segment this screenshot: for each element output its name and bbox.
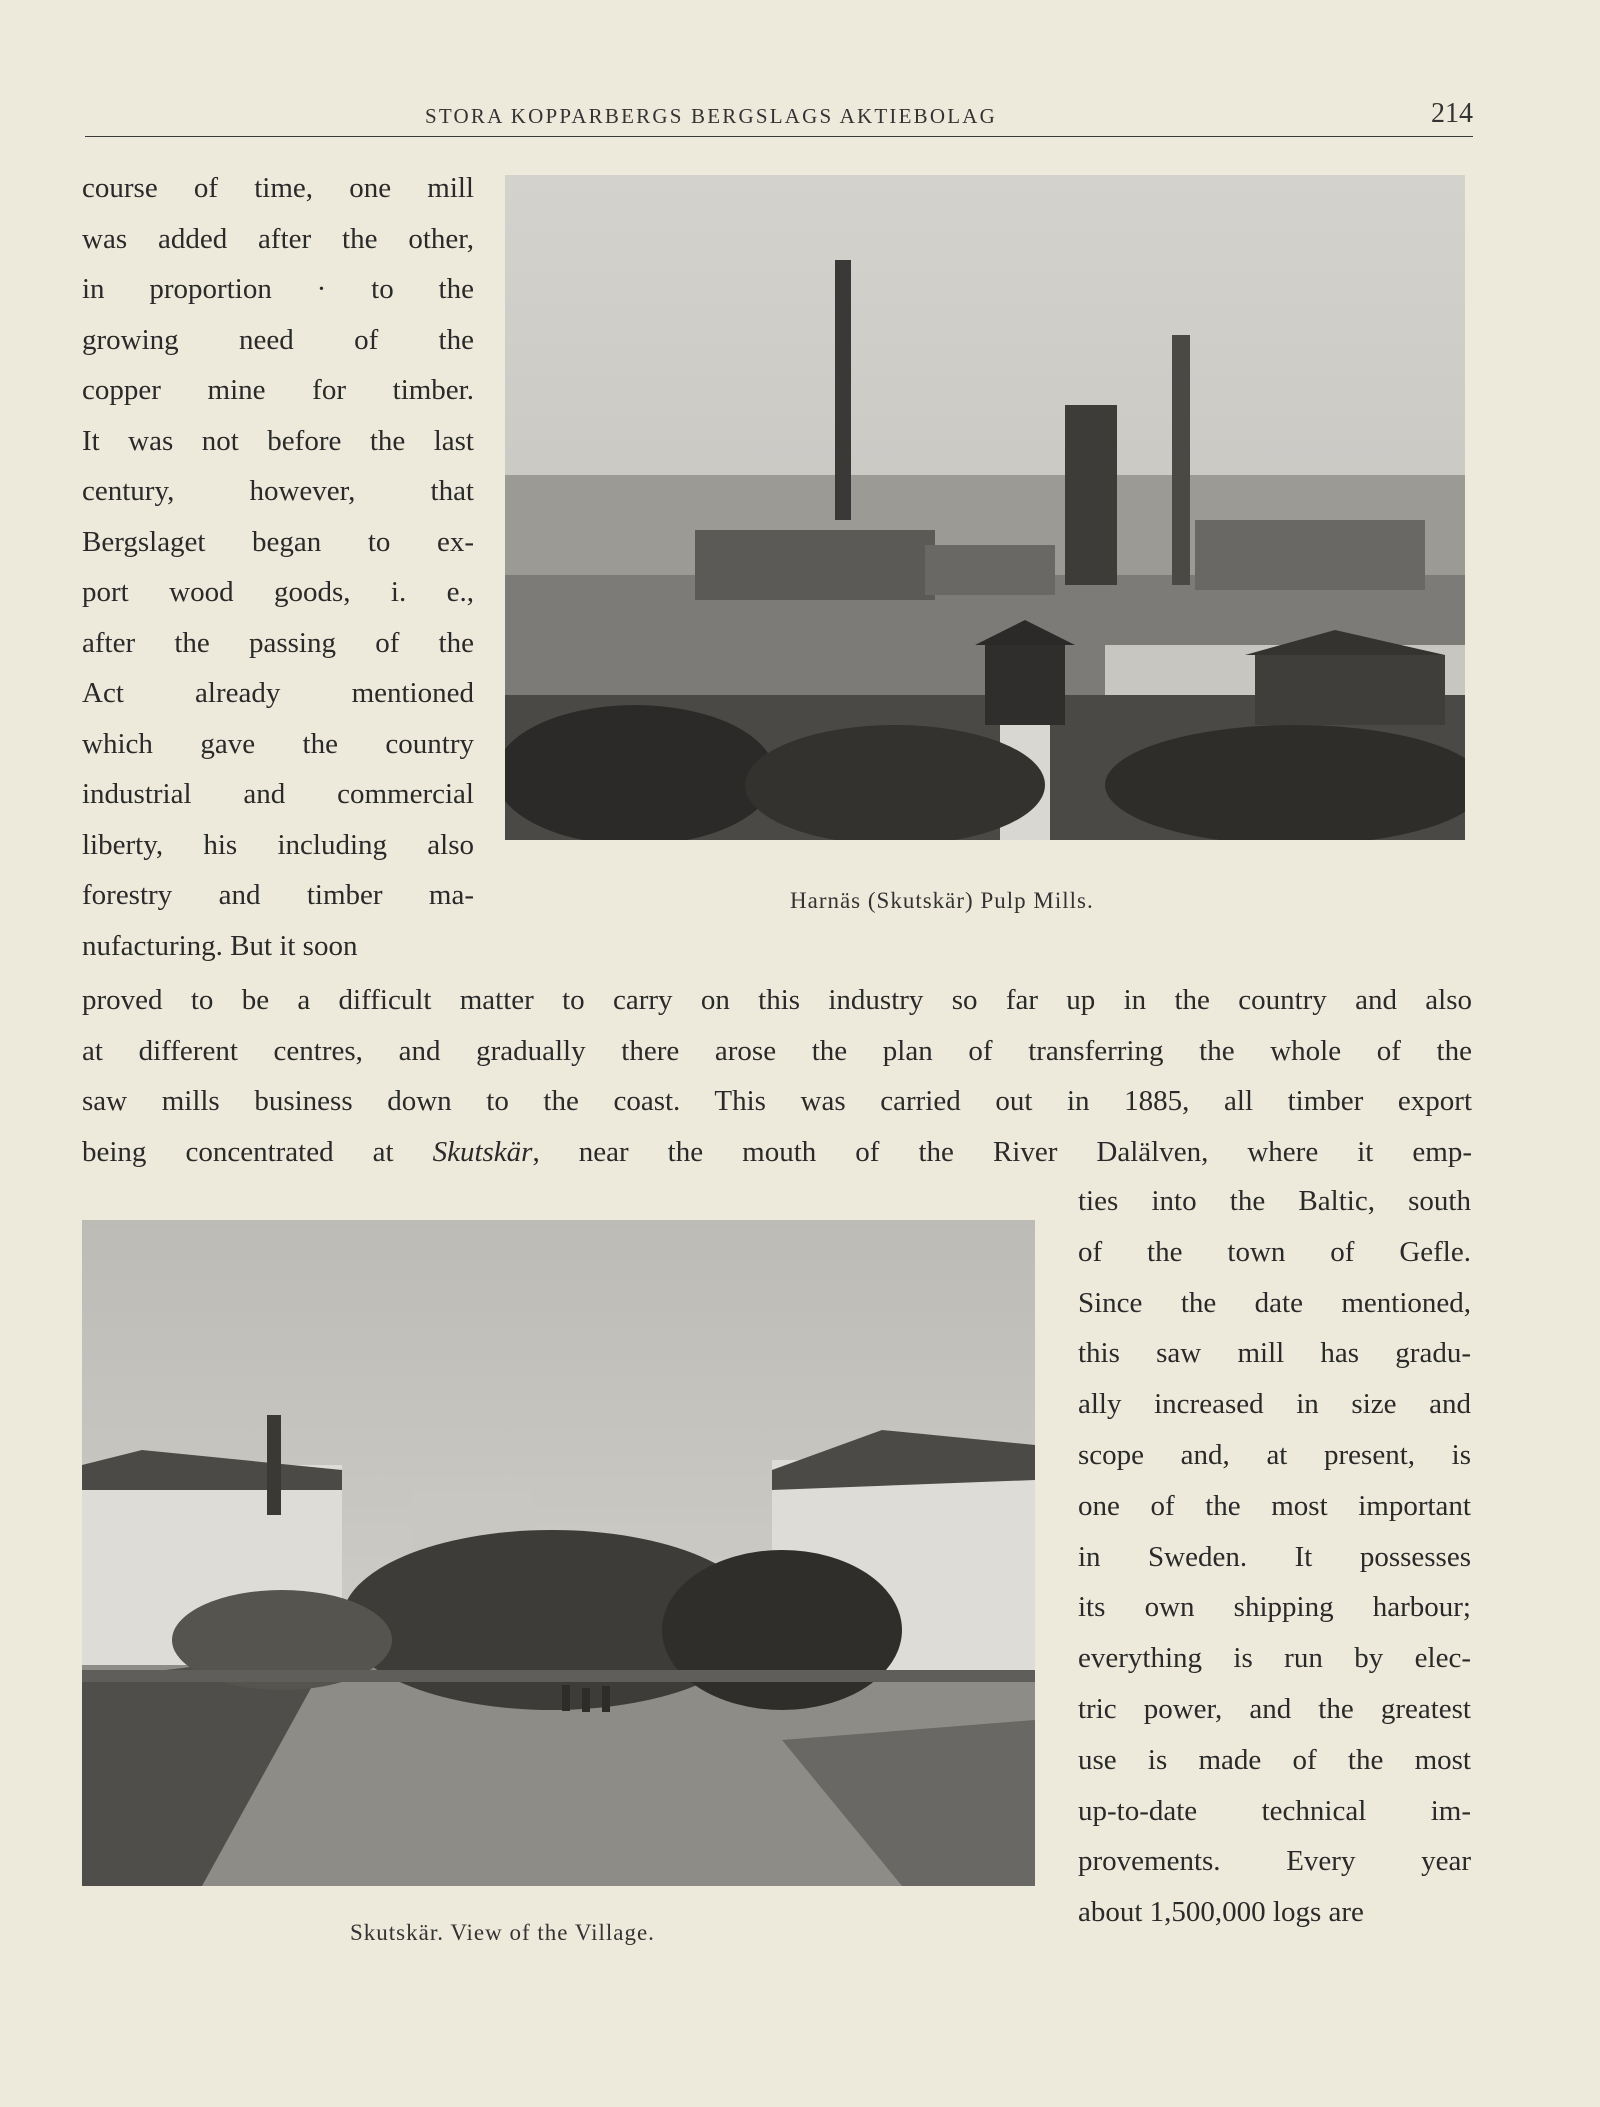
text-line: which gave the country bbox=[82, 727, 474, 760]
text-line: Since the date mentioned, bbox=[1078, 1286, 1471, 1319]
text-line: in Sweden. It possesses bbox=[1078, 1540, 1471, 1573]
page-number: 214 bbox=[1431, 98, 1473, 129]
text-line: provements. Every year bbox=[1078, 1845, 1471, 1878]
text-line: scope and, at present, is bbox=[1078, 1438, 1471, 1471]
text-line: Bergslaget began to ex- bbox=[82, 525, 474, 558]
text-line: at different centres, and gradually there arose the plan of transferring the whole of the bbox=[82, 1034, 1472, 1067]
text-line: ties into the Baltic, south bbox=[1078, 1185, 1471, 1217]
right-column-text bbox=[1078, 1176, 1471, 1938]
text-line: forestry and timber ma- bbox=[82, 879, 474, 911]
text-line: century, however, that bbox=[82, 475, 474, 507]
page-header bbox=[85, 100, 1473, 137]
line-start: being concentrated at bbox=[82, 1135, 433, 1168]
text-line: tric power, and the greatest bbox=[1078, 1692, 1471, 1725]
left-column-text bbox=[82, 163, 474, 971]
text-line: nufacturing. But it soon bbox=[82, 929, 358, 962]
text-line: this saw mill has gradu- bbox=[1078, 1337, 1471, 1370]
text-line: of the town of Gefle. bbox=[1078, 1235, 1471, 1268]
text-line: course of time, one mill bbox=[82, 172, 474, 204]
text-line: liberty, his including also bbox=[82, 828, 474, 861]
full-width-text bbox=[82, 975, 1472, 1177]
text-line: Act already mentioned bbox=[82, 677, 474, 709]
text-line: one of the most important bbox=[1078, 1489, 1471, 1522]
text-line: port wood goods, i. e., bbox=[82, 576, 474, 608]
text-line: everything is run by elec- bbox=[1078, 1642, 1471, 1675]
place-name-italic: Skutskär bbox=[432, 1135, 533, 1168]
pulp-mills-photo bbox=[505, 175, 1465, 840]
text-line: its own shipping harbour; bbox=[1078, 1591, 1471, 1624]
text-line: saw mills business down to the coast. This was carried out in 1885, all timber export bbox=[82, 1085, 1472, 1117]
top-photo-caption: Harnäs (Skutskär) Pulp Mills. bbox=[790, 888, 1094, 913]
text-line: industrial and commercial bbox=[82, 778, 474, 810]
text-line: after the passing of the bbox=[82, 626, 474, 659]
bottom-photo-caption: Skutskär. View of the Village. bbox=[350, 1920, 655, 1945]
text-line: copper mine for timber. bbox=[82, 374, 474, 406]
text-line: about 1,500,000 logs are bbox=[1078, 1896, 1364, 1929]
text-line: was added after the other, bbox=[82, 222, 474, 255]
village-view-photo bbox=[82, 1220, 1035, 1886]
text-line: use is made of the most bbox=[1078, 1743, 1471, 1776]
line-end: , near the mouth of the River Dalälven, where it emp- bbox=[532, 1135, 1472, 1168]
text-line: It was not before the last bbox=[82, 424, 474, 457]
text-line: up-to-date technical im- bbox=[1078, 1794, 1471, 1827]
text-line: in proportion · to the bbox=[82, 273, 474, 305]
text-line: ally increased in size and bbox=[1078, 1388, 1471, 1421]
text-line: proved to be a difficult matter to carry on this industry so far up in the country and also bbox=[82, 984, 1472, 1016]
text-line: growing need of the bbox=[82, 323, 474, 356]
text-line-italic bbox=[82, 1127, 1472, 1178]
running-title: STORA KOPPARBERGS BERGSLAGS AKTIEBOLAG bbox=[425, 104, 997, 128]
